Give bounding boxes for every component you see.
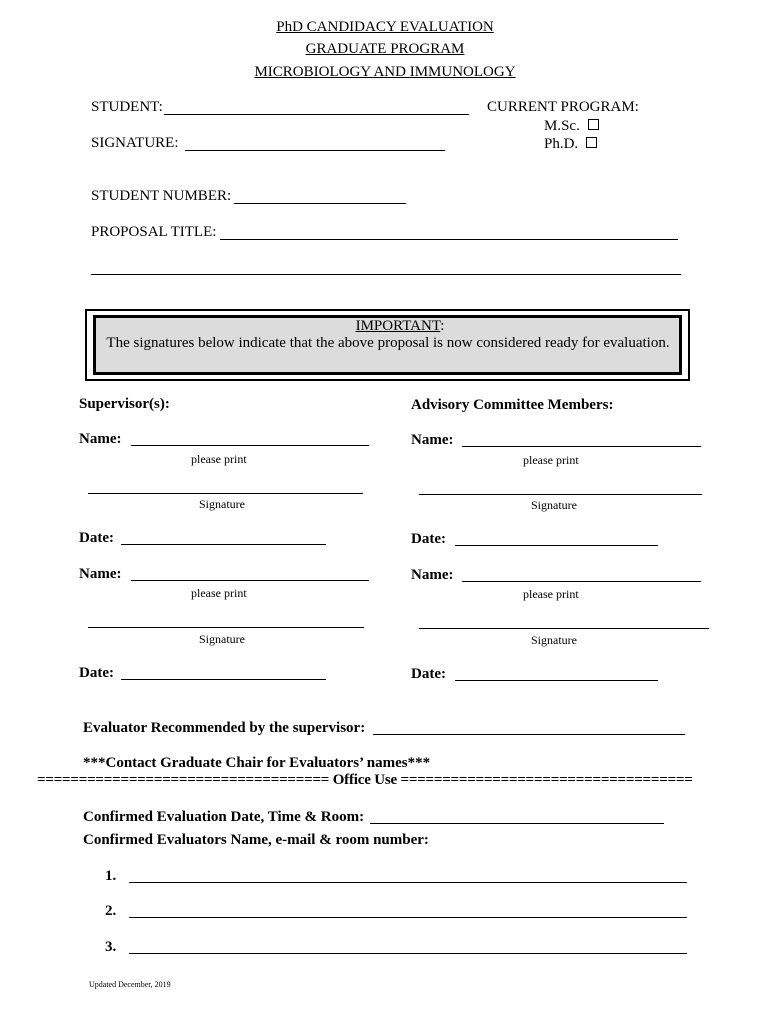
committee-2-name-field[interactable] <box>462 581 701 582</box>
office-use-divider: =================================== Office Use =================================== <box>37 772 693 788</box>
supervisor-1-date-field[interactable] <box>121 544 326 545</box>
confirmed-evaluators-label: Confirmed Evaluators Name, e-mail & room number: <box>83 832 429 848</box>
supervisor-2-please-print: please print <box>191 586 247 600</box>
updated-date: Updated December, 2019 <box>89 980 171 989</box>
evaluator-item-1-field[interactable] <box>129 882 687 883</box>
evaluator-recommended-field[interactable] <box>373 734 685 735</box>
form-subtitle-program: GRADUATE PROGRAM <box>305 41 465 57</box>
confirmed-date-label: Confirmed Evaluation Date, Time & Room: <box>83 809 365 825</box>
supervisor-2-name-field[interactable] <box>131 580 369 581</box>
supervisor-1-date-label: Date: <box>79 530 114 546</box>
proposal-title-field-line2[interactable] <box>91 274 681 275</box>
evaluator-item-2-field[interactable] <box>129 917 687 918</box>
supervisor-2-signature-field[interactable] <box>88 627 364 628</box>
student-number-label: STUDENT NUMBER: <box>91 188 232 204</box>
important-heading-text: IMPORTANT <box>355 318 441 334</box>
evaluator-item-1-number: 1. <box>105 868 117 884</box>
form-subtitle-department: MICROBIOLOGY AND IMMUNOLOGY <box>254 64 516 80</box>
committee-2-date-label: Date: <box>411 666 446 682</box>
committee-heading: Advisory Committee Members: <box>411 397 614 413</box>
supervisor-2-date-field[interactable] <box>121 679 326 680</box>
committee-1-date-label: Date: <box>411 531 446 547</box>
supervisor-heading: Supervisor(s): <box>79 396 170 412</box>
phd-checkbox[interactable] <box>586 137 597 148</box>
supervisor-2-date-label: Date: <box>79 665 114 681</box>
supervisor-1-please-print: please print <box>191 452 247 466</box>
supervisor-1-signature-field[interactable] <box>88 493 363 494</box>
evaluator-recommended-label: Evaluator Recommended by the supervisor: <box>83 720 366 736</box>
supervisor-2-name-label: Name: <box>79 566 122 582</box>
supervisor-2-signature-caption: Signature <box>199 632 245 646</box>
committee-1-signature-caption: Signature <box>531 498 577 512</box>
committee-1-name-label: Name: <box>411 432 454 448</box>
phd-option <box>544 136 597 153</box>
msc-option <box>544 118 599 135</box>
msc-checkbox[interactable] <box>588 119 599 130</box>
evaluator-item-3-number: 3. <box>105 939 117 955</box>
student-signature-field[interactable] <box>185 150 445 151</box>
committee-1-date-field[interactable] <box>455 545 658 546</box>
student-number-field[interactable] <box>234 203 406 204</box>
msc-label: M.Sc. <box>544 118 580 134</box>
form-title: PhD CANDIDACY EVALUATION <box>276 19 494 35</box>
student-label: STUDENT: <box>91 99 163 115</box>
committee-2-signature-field[interactable] <box>419 628 709 629</box>
phd-label: Ph.D. <box>544 136 579 152</box>
supervisor-1-name-field[interactable] <box>131 445 369 446</box>
current-program-label: CURRENT PROGRAM: <box>487 99 639 115</box>
student-name-field[interactable] <box>164 114 469 115</box>
important-colon: : <box>440 318 445 334</box>
confirmed-date-field[interactable] <box>370 823 664 824</box>
committee-2-date-field[interactable] <box>455 680 658 681</box>
committee-2-signature-caption: Signature <box>531 633 577 647</box>
committee-2-name-label: Name: <box>411 567 454 583</box>
signature-label: SIGNATURE: <box>91 135 179 151</box>
proposal-title-field[interactable] <box>220 239 678 240</box>
contact-chair-note: ***Contact Graduate Chair for Evaluators’ names*** <box>83 755 431 771</box>
proposal-title-label: PROPOSAL TITLE: <box>91 224 217 240</box>
committee-1-signature-field[interactable] <box>419 494 702 495</box>
important-heading <box>15 318 770 335</box>
committee-1-name-field[interactable] <box>462 446 701 447</box>
important-text: The signatures below indicate that the above proposal is now considered ready for evaluation. <box>106 335 670 351</box>
evaluator-item-2-number: 2. <box>105 903 117 919</box>
supervisor-1-signature-caption: Signature <box>199 497 245 511</box>
evaluator-item-3-field[interactable] <box>129 953 687 954</box>
supervisor-1-name-label: Name: <box>79 431 122 447</box>
committee-2-please-print: please print <box>523 587 579 601</box>
committee-1-please-print: please print <box>523 453 579 467</box>
